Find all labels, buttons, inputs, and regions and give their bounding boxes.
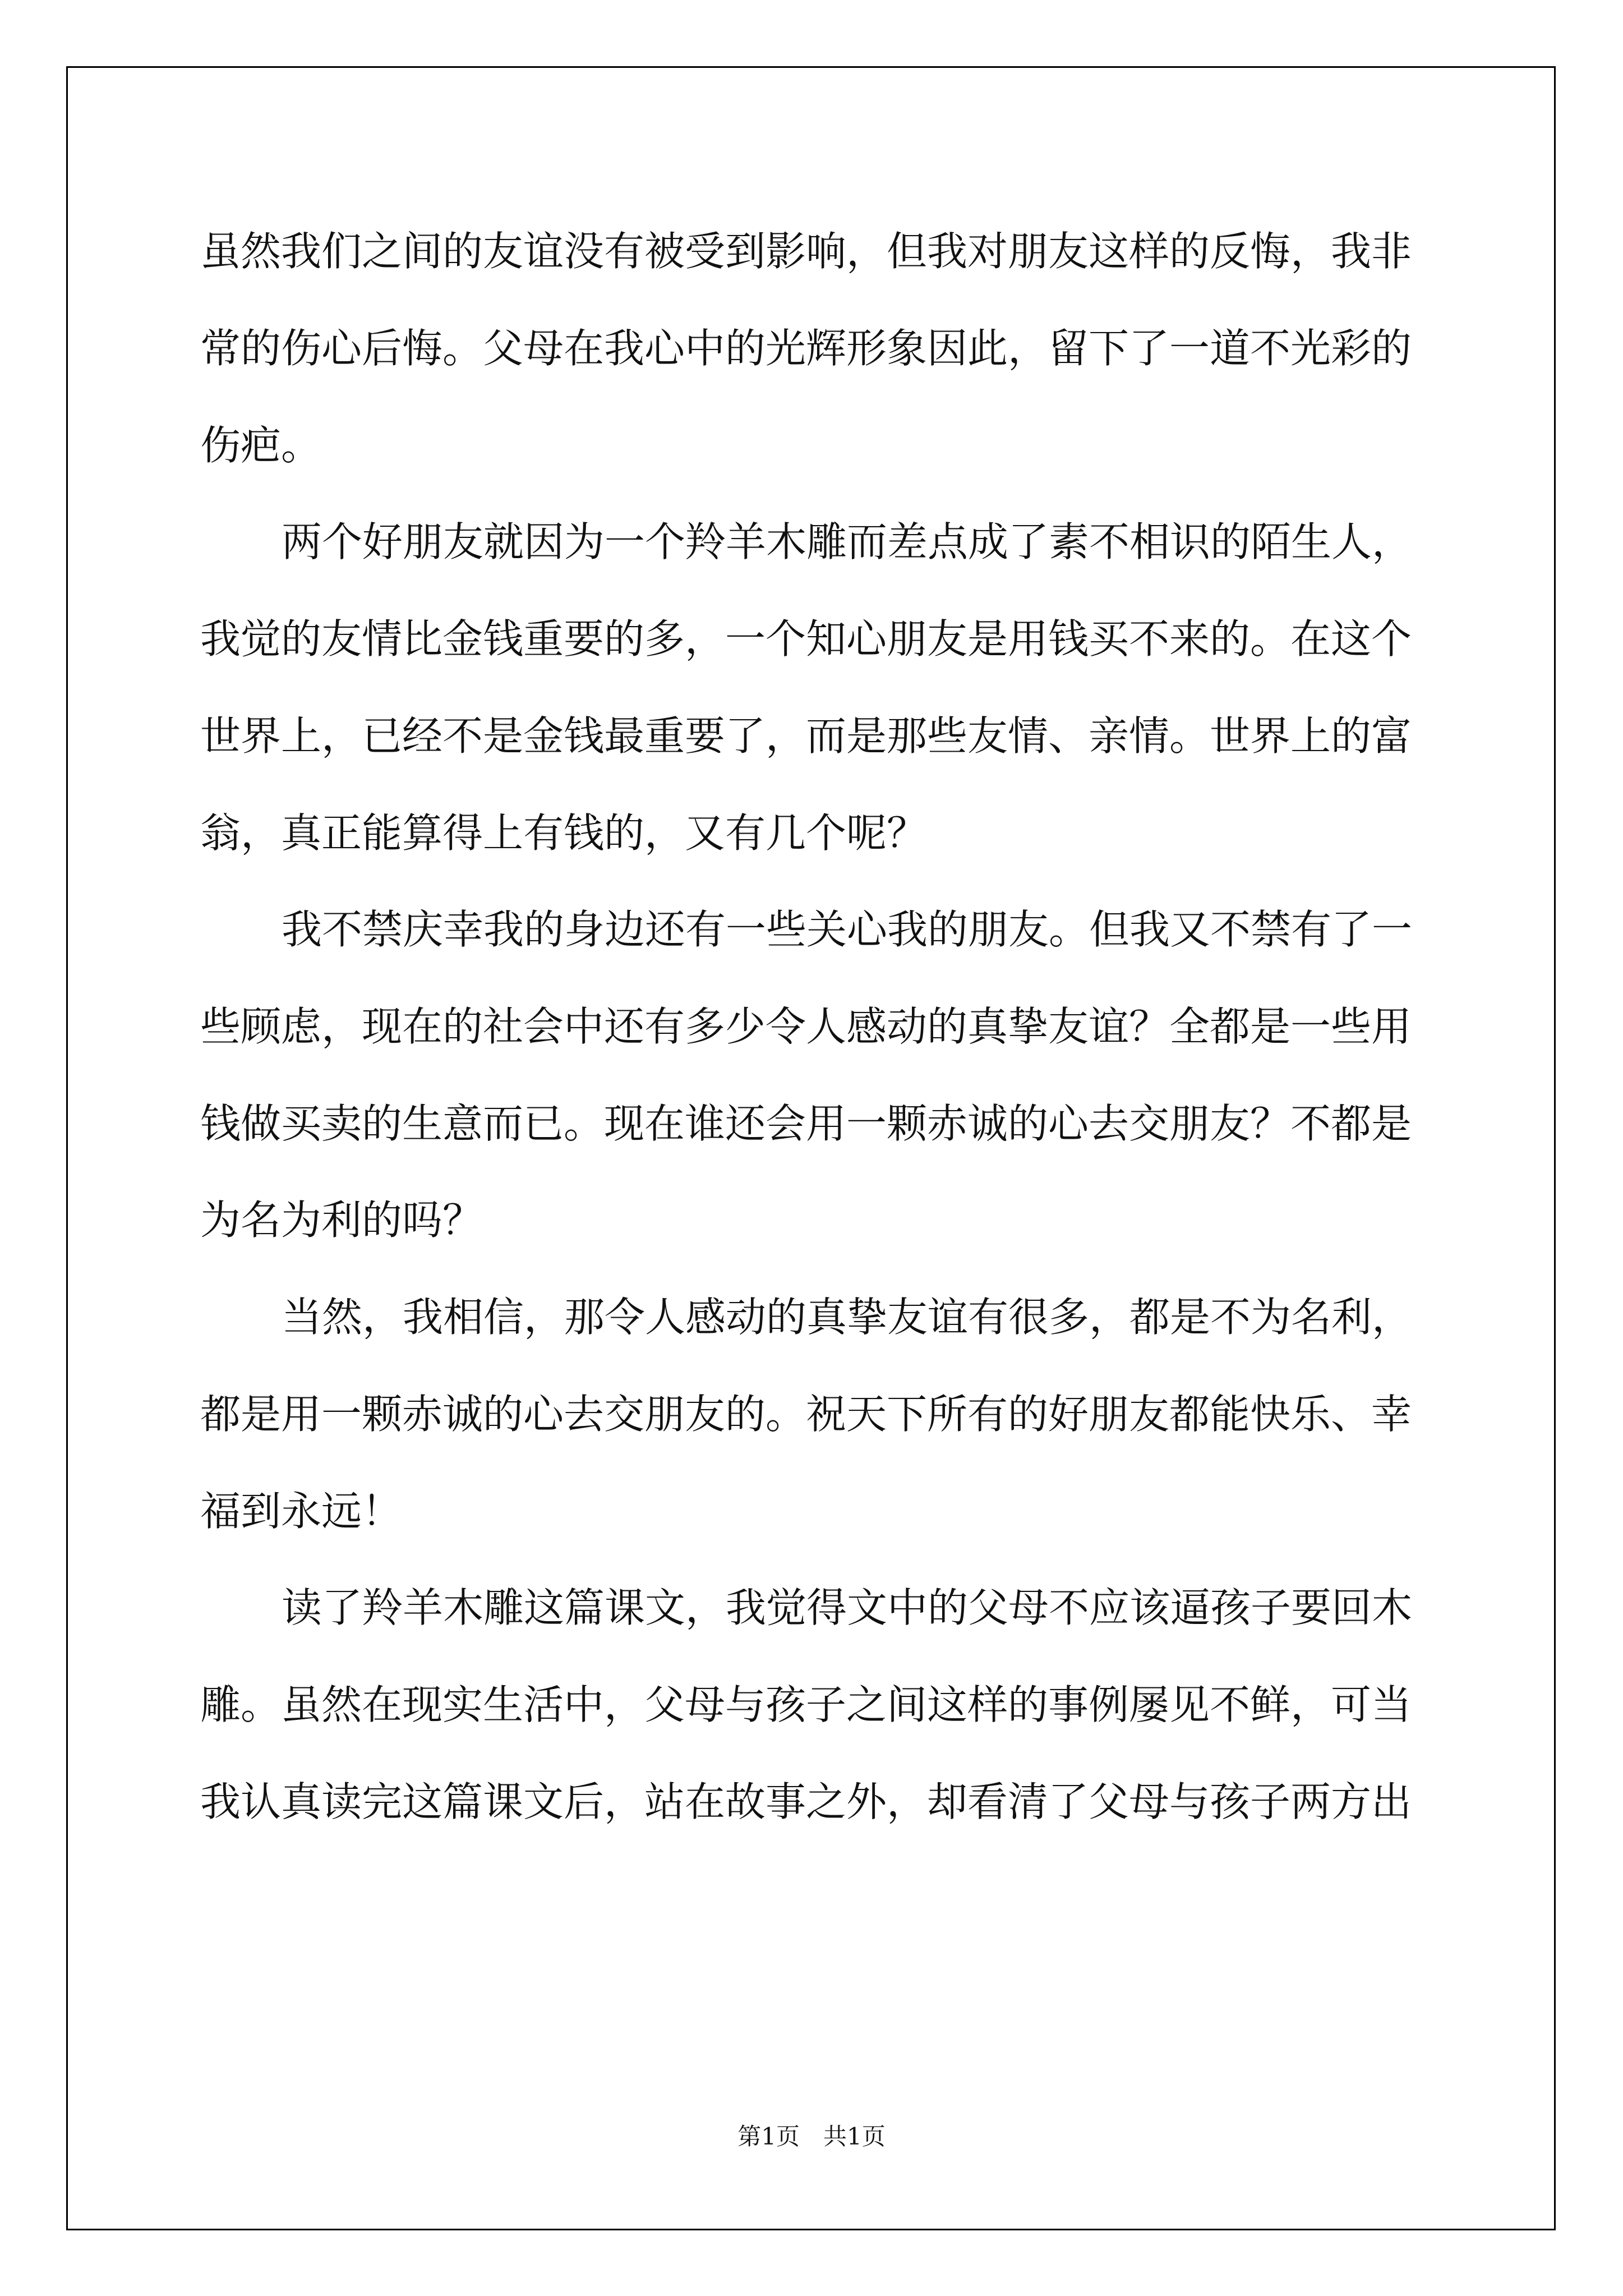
text-line: 福到永远！ <box>200 1488 403 1535</box>
text-line: 我不禁庆幸我的身边还有一些关心我的朋友。但我又不禁有了一 <box>282 906 1413 953</box>
text-line: 翁，真正能算得上有钱的，又有几个呢？ <box>200 809 928 857</box>
text-line: 两个好朋友就因为一个羚羊木雕而差点成了素不相识的陌生人， <box>282 518 1413 565</box>
page-number-footer: 第1页 共1页 <box>737 2123 886 2150</box>
text-line: 钱做买卖的生意而已。现在谁还会用一颗赤诚的心去交朋友？不都是 <box>200 1100 1412 1147</box>
text-line: 伤疤。 <box>200 422 322 469</box>
text-line: 世界上，已经不是金钱最重要了，而是那些友情、亲情。世界上的富 <box>200 712 1412 760</box>
text-line: 读了羚羊木雕这篇课文，我觉得文中的父母不应该逼孩子要回木 <box>282 1584 1413 1631</box>
text-line: 雕。虽然在现实生活中，父母与孩子之间这样的事例屡见不鲜，可当 <box>200 1681 1412 1728</box>
text-line: 我认真读完这篇课文后，站在故事之外，却看清了父母与孩子两方出 <box>200 1778 1412 1825</box>
text-line: 都是用一颗赤诚的心去交朋友的。祝天下所有的好朋友都能快乐、幸 <box>200 1391 1412 1438</box>
text-line: 当然，我相信，那令人感动的真挚友谊有很多，都是不为名利， <box>282 1294 1413 1341</box>
text-line: 常的伤心后悔。父母在我心中的光辉形象因此，留下了一道不光彩的 <box>200 325 1412 372</box>
text-line: 为名为利的吗？ <box>200 1197 483 1244</box>
text-line: 虽然我们之间的友谊没有被受到影响，但我对朋友这样的反悔，我非 <box>200 228 1412 275</box>
text-line: 些顾虑，现在的社会中还有多少令人感动的真挚友谊？全都是一些用 <box>200 1003 1412 1050</box>
text-line: 我觉的友情比金钱重要的多，一个知心朋友是用钱买不来的。在这个 <box>200 615 1412 662</box>
